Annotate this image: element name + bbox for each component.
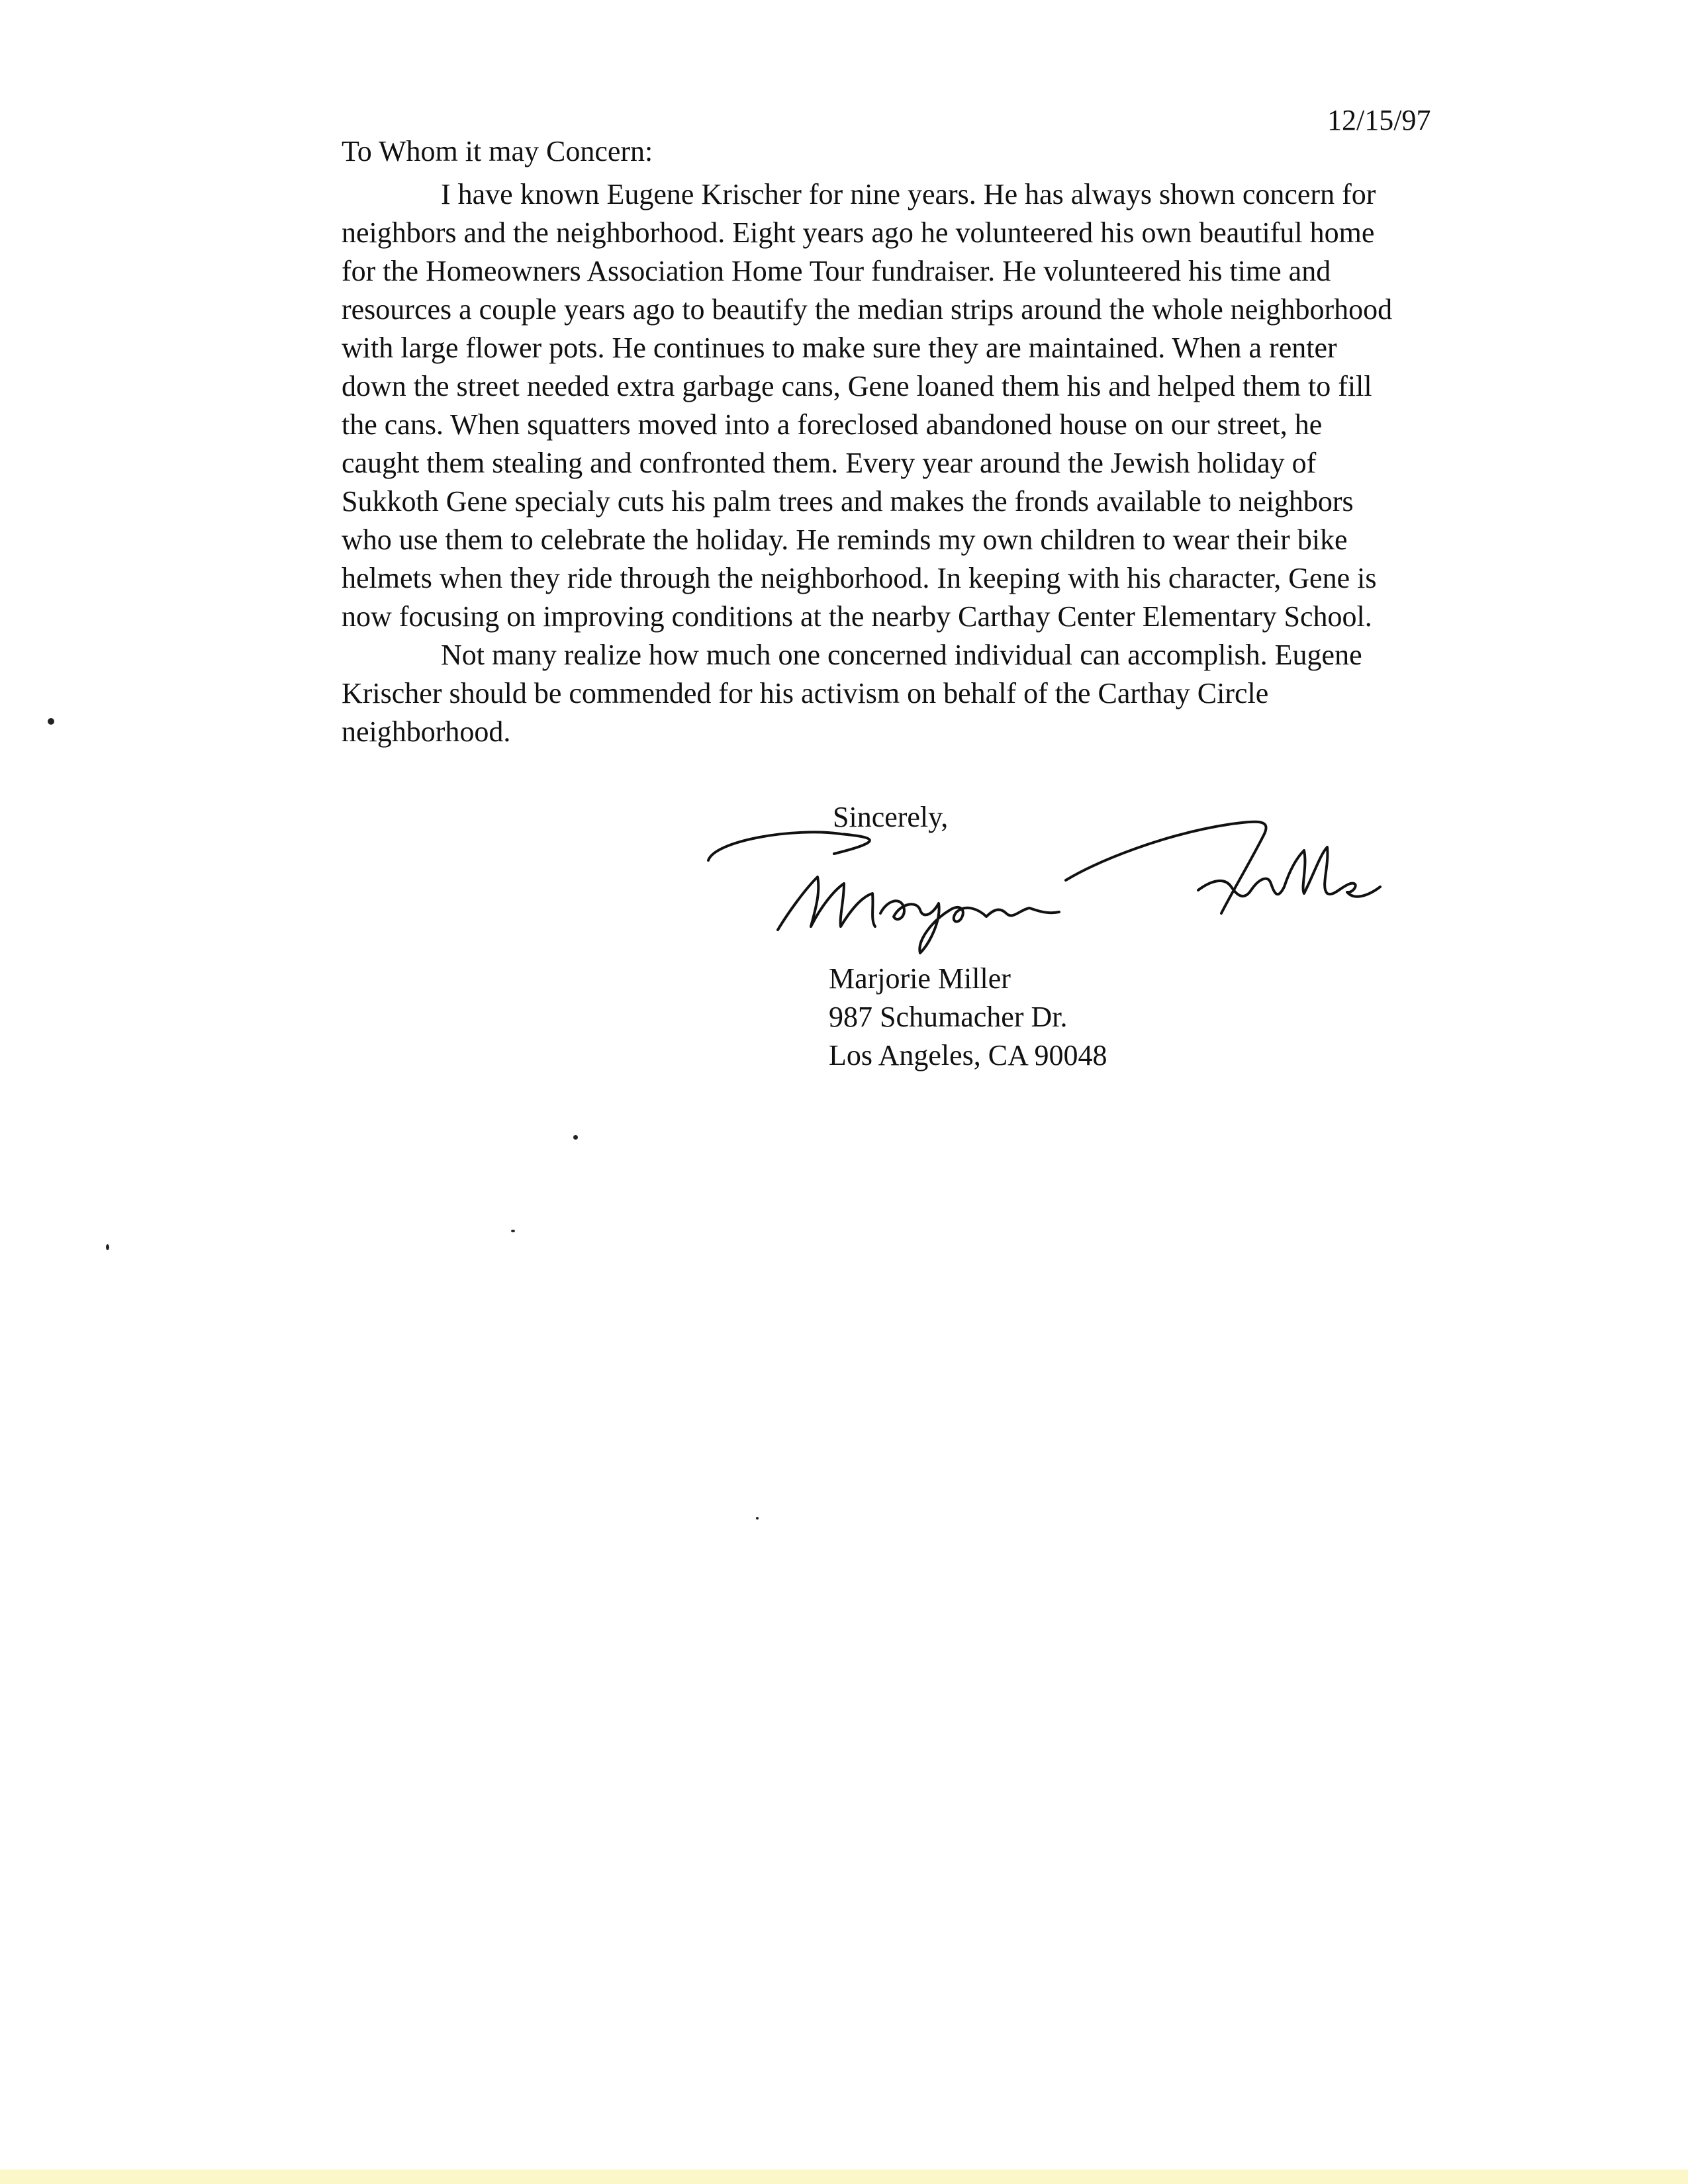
letter-date: 12/15/97: [1327, 104, 1431, 136]
body-line: resources a couple years ago to beautify the median strips around the whole neighborhood: [342, 293, 1393, 326]
scan-speck: [573, 1135, 578, 1140]
closing: Sincerely,: [833, 801, 949, 833]
scan-speck: [106, 1244, 109, 1250]
scan-speck: [511, 1230, 515, 1232]
body-line: neighbors and the neighborhood. Eight years ago he volunteered his own beautiful home: [342, 216, 1375, 249]
body-line: helmets when they ride through the neighborhood. In keeping with his character, Gene is: [342, 562, 1377, 594]
scan-speck: [756, 1517, 759, 1520]
body-line: the cans. When squatters moved into a foreclosed abandoned house on our street, he: [342, 408, 1323, 441]
body-line: with large flower pots. He continues to make sure they are maintained. When a renter: [342, 332, 1337, 364]
handwritten-signature: [688, 761, 1443, 960]
signer-block: [829, 960, 1107, 1075]
body-line: Krischer should be commended for his activism on behalf of the Carthay Circle: [342, 677, 1269, 709]
body-line: down the street needed extra garbage cans, Gene loaned them his and helped them to fill: [342, 370, 1372, 402]
body-line: caught them stealing and confronted them. Every year around the Jewish holiday of: [342, 447, 1317, 479]
body-line: for the Homeowners Association Home Tour fundraiser. He volunteered his time and: [342, 255, 1331, 287]
scan-speck: [48, 718, 54, 725]
signer-address-line1: 987 Schumacher Dr.: [829, 1001, 1068, 1033]
page-bottom-edge: [0, 2169, 1688, 2184]
salutation: To Whom it may Concern:: [342, 135, 653, 167]
signer-name: Marjorie Miller: [829, 962, 1011, 995]
body-line: I have known Eugene Krischer for nine years. He has always shown concern for: [441, 178, 1376, 210]
body-line: now focusing on improving conditions at the nearby Carthay Center Elementary School.: [342, 600, 1372, 633]
body-line: Sukkoth Gene specialy cuts his palm trees and makes the fronds available to neighbors: [342, 485, 1354, 518]
body-line: who use them to celebrate the holiday. He reminds my own children to wear their bike: [342, 523, 1348, 556]
letter-body: [342, 175, 1520, 751]
body-line: neighborhood.: [342, 715, 511, 748]
body-line: Not many realize how much one concerned individual can accomplish. Eugene: [441, 639, 1362, 671]
signer-address-line2: Los Angeles, CA 90048: [829, 1039, 1107, 1071]
